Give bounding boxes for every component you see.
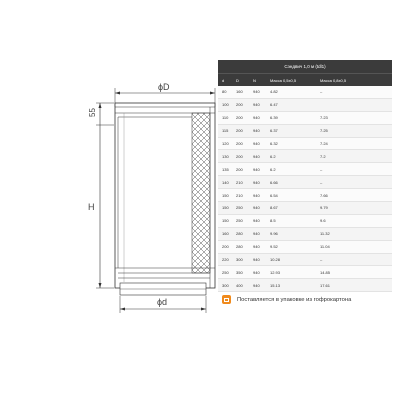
dim-d-label: ϕd (157, 297, 168, 307)
table-cell: 4.82 (270, 89, 278, 95)
table-title: Сэндвич 1,0 м (tdl1) (218, 60, 392, 73)
table-cell: – (320, 257, 323, 263)
table-cell: 6.37 (270, 128, 278, 134)
table-cell: 940 (253, 141, 260, 146)
table-cell: 250 (222, 269, 229, 275)
box-icon (222, 295, 231, 304)
table-row (218, 241, 392, 254)
table-row (218, 138, 392, 151)
table-row (218, 86, 392, 99)
table-cell: 9.79 (320, 205, 328, 211)
table-cell: 160 (222, 231, 229, 237)
table-cell: 8.67 (270, 205, 278, 211)
table-cell: 80 (222, 89, 227, 95)
table-cell: 100 (222, 102, 229, 108)
table-cell: 6.2 (270, 166, 276, 172)
dim-D-label: ϕD (158, 82, 170, 92)
table-cell: 200 (236, 166, 243, 172)
dimension-d (120, 296, 206, 313)
table-cell: 150 (222, 192, 229, 198)
table-cell: – (320, 166, 323, 172)
dim-H-label: H (88, 202, 95, 212)
table-cell: 8.5 (270, 218, 276, 224)
header-N: N (253, 77, 256, 83)
table-cell: 280 (236, 231, 243, 237)
table-cell: 280 (236, 244, 243, 250)
table-cell: 115 (222, 128, 229, 134)
dimension-55 (88, 108, 114, 125)
table-cell: 150 (222, 218, 229, 224)
table-cell: 6.54 (270, 192, 278, 198)
table-cell: 6.39 (270, 115, 278, 121)
table-cell: 200 (222, 244, 229, 250)
table-row (218, 202, 392, 215)
dim-55-label: 55 (88, 108, 97, 117)
table-cell: 9.6 (320, 218, 326, 224)
table-cell: – (320, 89, 323, 95)
table-cell: 12.93 (270, 269, 281, 275)
table-cell: 940 (253, 269, 260, 275)
table-header (218, 73, 392, 86)
header-D: D (236, 77, 239, 83)
table-body (218, 86, 392, 292)
table-cell: 200 (236, 128, 243, 134)
table-row (218, 254, 392, 267)
table-cell: 210 (236, 179, 243, 185)
table-cell: 210 (236, 192, 243, 198)
table-row (218, 112, 392, 125)
table-row (218, 189, 392, 202)
dimension-H (88, 103, 114, 288)
table-cell: 10.28 (270, 257, 281, 263)
table-cell: 7.24 (320, 141, 328, 146)
table-cell: 940 (253, 102, 260, 108)
table-cell: 150 (222, 205, 229, 211)
table-cell: 140 (222, 179, 229, 185)
pipe-body (115, 103, 215, 295)
table-cell: 7.66 (320, 192, 328, 198)
table-cell: 6.2 (270, 153, 276, 159)
table-row (218, 99, 392, 112)
table-cell: 17.61 (320, 282, 331, 288)
table-cell: 6.32 (270, 141, 278, 146)
table-cell: 110 (222, 115, 229, 121)
table-row (218, 215, 392, 228)
table-cell: 11.32 (320, 231, 330, 237)
table-cell: 14.85 (320, 269, 331, 275)
table-row (218, 150, 392, 163)
table-cell: 940 (253, 257, 260, 263)
specs-table (218, 60, 392, 292)
table-cell: 350 (236, 269, 243, 275)
table-cell: – (320, 179, 323, 185)
table-cell: 15.13 (270, 282, 281, 288)
table-cell: 9.52 (270, 244, 278, 250)
table-cell: 940 (253, 128, 260, 134)
table-cell: 160 (236, 89, 243, 95)
table-cell: 7.2 (320, 153, 326, 159)
table-cell: 300 (236, 257, 243, 263)
packaging-banner (222, 293, 392, 306)
table-cell: 250 (236, 205, 243, 211)
table-cell: 200 (236, 141, 243, 146)
header-mass2: Масса 0,8х0,5 (320, 77, 347, 83)
table-cell: 940 (253, 244, 260, 250)
table-cell: 940 (253, 282, 260, 288)
table-cell: 940 (253, 205, 260, 211)
table-cell: 6.66 (270, 179, 278, 185)
table-cell: 940 (253, 115, 260, 121)
table-row (218, 163, 392, 176)
table-row (218, 279, 392, 292)
table-cell: 130 (222, 153, 229, 159)
header-mass1: Масса 0,5х0,5 (270, 77, 297, 83)
table-cell: 120 (222, 141, 229, 146)
table-cell: 940 (253, 179, 260, 185)
table-cell: 6.47 (270, 102, 278, 108)
table-cell: 400 (236, 282, 243, 288)
table-cell: 11.04 (320, 244, 330, 250)
table-cell: 940 (253, 192, 260, 198)
table-row (218, 125, 392, 138)
table-row (218, 266, 392, 279)
table-cell: 200 (236, 102, 243, 108)
table-cell: 940 (253, 89, 260, 95)
table-cell: 940 (253, 218, 260, 224)
table-cell: 200 (236, 115, 243, 121)
table-cell: 300 (222, 282, 229, 288)
table-cell: 940 (253, 153, 260, 159)
table-row (218, 176, 392, 189)
table-cell: 7.25 (320, 128, 328, 134)
table-cell: 940 (253, 166, 260, 172)
table-cell: 940 (253, 231, 260, 237)
table-cell: 200 (236, 153, 243, 159)
table-cell: 250 (236, 218, 243, 224)
table-cell: 9.96 (270, 231, 278, 237)
table-row (218, 228, 392, 241)
table-cell: 135 (222, 166, 229, 172)
table-cell: 7.23 (320, 115, 328, 121)
header-d: d (222, 77, 225, 83)
banner-text: Поставляется в упаковке из гофрокартона (237, 296, 352, 303)
table-cell: 220 (222, 257, 229, 263)
